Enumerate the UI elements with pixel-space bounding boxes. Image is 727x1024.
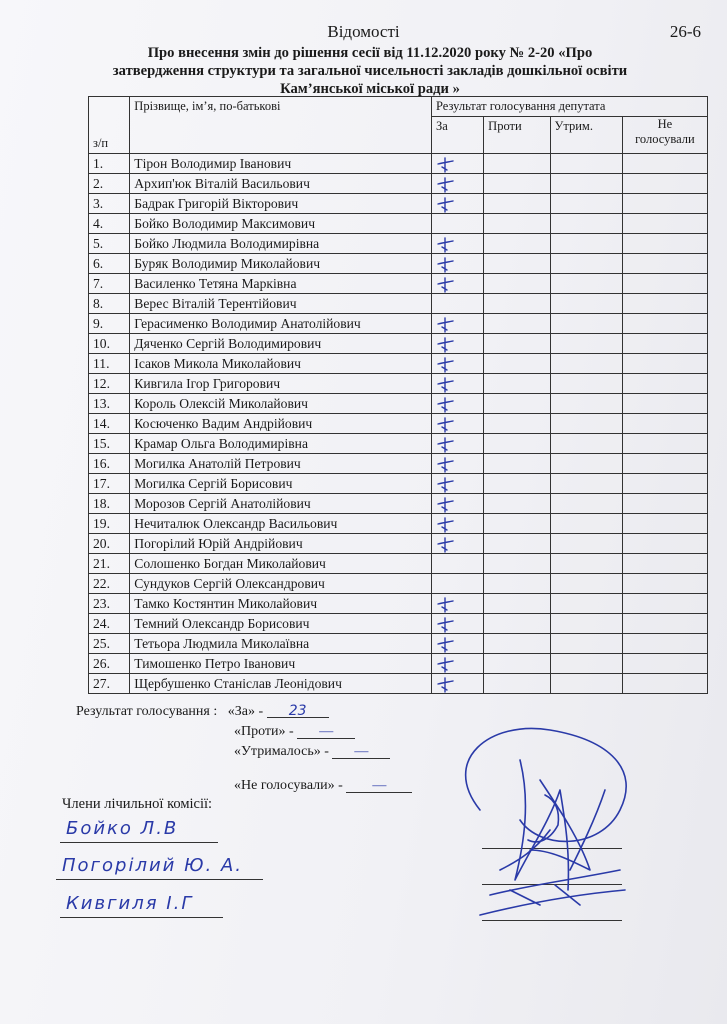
row-ne-cell: [622, 274, 707, 294]
row-ne-cell: [622, 394, 707, 414]
table-row: [89, 154, 708, 174]
row-number: 26.: [89, 654, 130, 674]
row-number: 1.: [89, 154, 130, 174]
row-name: Темний Олександр Борисович: [130, 614, 432, 634]
header-number: з/п: [89, 97, 130, 154]
row-proty-cell: [484, 394, 550, 414]
row-za-cell: [431, 314, 483, 334]
row-za-cell: [431, 194, 483, 214]
row-ne-cell: [622, 674, 707, 694]
table-row: [89, 234, 708, 254]
table-row: [89, 654, 708, 674]
row-number: 15.: [89, 434, 130, 454]
vote-mark-icon: [436, 397, 454, 413]
row-proty-cell: [484, 274, 550, 294]
vote-mark-icon: [436, 517, 454, 533]
result-ne-dash: —: [372, 778, 387, 793]
row-utrym-cell: [550, 234, 622, 254]
row-ne-cell: [622, 214, 707, 234]
row-utrym-cell: [550, 654, 622, 674]
table-row: [89, 494, 708, 514]
row-proty-cell: [484, 254, 550, 274]
row-number: 23.: [89, 594, 130, 614]
row-name: Король Олексій Миколайович: [130, 394, 432, 414]
row-number: 11.: [89, 354, 130, 374]
row-ne-cell: [622, 174, 707, 194]
vote-mark-icon: [436, 157, 454, 173]
row-utrym-cell: [550, 254, 622, 274]
subject-line: Про внесення змін до рішення сесії від 11.12.2020 року № 2-20 «Про: [147, 45, 593, 61]
table-row: [89, 534, 708, 554]
result-ne-label: «Не голосували» -: [234, 778, 343, 793]
row-ne-cell: [622, 474, 707, 494]
table-row: [89, 394, 708, 414]
row-number: 2.: [89, 174, 130, 194]
row-ne-cell: [622, 434, 707, 454]
result-proty-label: «Проти» -: [234, 724, 294, 739]
row-za-cell: [431, 654, 483, 674]
row-proty-cell: [484, 354, 550, 374]
row-number: 27.: [89, 674, 130, 694]
table-row: [89, 474, 708, 494]
row-proty-cell: [484, 314, 550, 334]
result-ne-field: [346, 778, 412, 793]
row-number: 8.: [89, 294, 130, 314]
row-za-cell: [431, 534, 483, 554]
result-utrym-field: [332, 744, 390, 759]
row-name: Тірон Володимир Іванович: [130, 154, 432, 174]
header-utrym: Утрим.: [550, 117, 622, 154]
table-row: [89, 434, 708, 454]
table-row: [89, 594, 708, 614]
row-number: 9.: [89, 314, 130, 334]
row-proty-cell: [484, 494, 550, 514]
row-name: Ісаков Микола Миколайович: [130, 354, 432, 374]
row-ne-cell: [622, 574, 707, 594]
row-proty-cell: [484, 534, 550, 554]
row-proty-cell: [484, 654, 550, 674]
row-number: 13.: [89, 394, 130, 414]
row-za-cell: [431, 494, 483, 514]
table-row: [89, 374, 708, 394]
table-row: [89, 254, 708, 274]
row-name: Тамко Костянтин Миколайович: [130, 594, 432, 614]
row-name: Крамар Ольга Володимирівна: [130, 434, 432, 454]
row-za-cell: [431, 374, 483, 394]
row-number: 16.: [89, 454, 130, 474]
row-utrym-cell: [550, 674, 622, 694]
table-row: [89, 514, 708, 534]
row-utrym-cell: [550, 274, 622, 294]
row-name: Тетьора Людмила Миколаївна: [130, 634, 432, 654]
row-utrym-cell: [550, 594, 622, 614]
row-utrym-cell: [550, 394, 622, 414]
row-name: Верес Віталій Терентійович: [130, 294, 432, 314]
row-proty-cell: [484, 674, 550, 694]
result-za-field: [267, 703, 329, 718]
row-proty-cell: [484, 334, 550, 354]
result-za-value: 23: [288, 703, 307, 719]
row-proty-cell: [484, 194, 550, 214]
row-za-cell: [431, 614, 483, 634]
row-za-cell: [431, 514, 483, 534]
row-proty-cell: [484, 294, 550, 314]
row-name: Василенко Тетяна Марківна: [130, 274, 432, 294]
table-row: [89, 614, 708, 634]
row-utrym-cell: [550, 494, 622, 514]
row-number: 17.: [89, 474, 130, 494]
row-ne-cell: [622, 254, 707, 274]
row-za-cell: [431, 454, 483, 474]
row-name: Солошенко Богдан Миколайович: [130, 554, 432, 574]
row-number: 5.: [89, 234, 130, 254]
vote-mark-icon: [436, 317, 454, 333]
row-za-cell: [431, 634, 483, 654]
row-za-cell: [431, 234, 483, 254]
row-ne-cell: [622, 154, 707, 174]
row-proty-cell: [484, 594, 550, 614]
row-proty-cell: [484, 574, 550, 594]
row-name: Архип'юк Віталій Васильович: [130, 174, 432, 194]
row-ne-cell: [622, 554, 707, 574]
table-row: [89, 634, 708, 654]
row-proty-cell: [484, 514, 550, 534]
row-za-cell: [431, 474, 483, 494]
row-number: 7.: [89, 274, 130, 294]
row-za-cell: [431, 674, 483, 694]
row-za-cell: [431, 154, 483, 174]
row-ne-cell: [622, 194, 707, 214]
row-number: 20.: [89, 534, 130, 554]
row-utrym-cell: [550, 434, 622, 454]
row-proty-cell: [484, 214, 550, 234]
voting-table: [88, 96, 708, 694]
vote-mark-icon: [436, 477, 454, 493]
vote-mark-icon: [436, 657, 454, 673]
header-name: Прізвище, ім’я, по-батькові: [130, 97, 432, 154]
result-utrym-dash: —: [354, 744, 369, 759]
row-za-cell: [431, 594, 483, 614]
row-name: Бойко Людмила Володимирівна: [130, 234, 432, 254]
row-number: 6.: [89, 254, 130, 274]
row-name: Могилка Сергій Борисович: [130, 474, 432, 494]
row-ne-cell: [622, 234, 707, 254]
row-za-cell: [431, 254, 483, 274]
result-za-label: «За» -: [227, 704, 264, 719]
row-utrym-cell: [550, 334, 622, 354]
row-number: 21.: [89, 554, 130, 574]
commission-member: [66, 893, 193, 914]
subject-line: затвердження структури та загальної чисельності закладів дошкільної освіти: [112, 63, 628, 79]
row-utrym-cell: [550, 314, 622, 334]
row-utrym-cell: [550, 514, 622, 534]
vote-mark-icon: [436, 197, 454, 213]
row-za-cell: [431, 394, 483, 414]
vote-mark-icon: [436, 457, 454, 473]
row-ne-cell: [622, 334, 707, 354]
row-za-cell: [431, 174, 483, 194]
table-row: [89, 294, 708, 314]
vote-mark-icon: [436, 417, 454, 433]
row-proty-cell: [484, 414, 550, 434]
row-number: 3.: [89, 194, 130, 214]
document-number: 26-6: [669, 22, 701, 41]
handwritten-signature: [420, 700, 680, 950]
row-za-cell: [431, 414, 483, 434]
row-proty-cell: [484, 374, 550, 394]
vote-mark-icon: [436, 677, 454, 693]
vote-mark-icon: [436, 277, 454, 293]
row-ne-cell: [622, 534, 707, 554]
row-za-cell: [431, 574, 483, 594]
table-row: [89, 194, 708, 214]
vote-mark-icon: [436, 337, 454, 353]
row-name: Дяченко Сергій Володимирович: [130, 334, 432, 354]
vote-mark-icon: [436, 357, 454, 373]
row-ne-cell: [622, 314, 707, 334]
vote-mark-icon: [436, 497, 454, 513]
row-za-cell: [431, 354, 483, 374]
row-proty-cell: [484, 154, 550, 174]
row-name: Могилка Анатолій Петрович: [130, 454, 432, 474]
row-name: Нечиталюк Олександр Васильович: [130, 514, 432, 534]
vote-mark-icon: [436, 257, 454, 273]
row-name: Буряк Володимир Миколайович: [130, 254, 432, 274]
result-utrym-label: «Утрималось» -: [234, 744, 329, 759]
row-ne-cell: [622, 454, 707, 474]
row-za-cell: [431, 334, 483, 354]
row-number: 25.: [89, 634, 130, 654]
row-utrym-cell: [550, 154, 622, 174]
result-proty-dash: —: [319, 724, 334, 739]
vote-mark-icon: [436, 377, 454, 393]
row-ne-cell: [622, 594, 707, 614]
row-ne-cell: [622, 614, 707, 634]
table-row: [89, 554, 708, 574]
row-ne-cell: [622, 494, 707, 514]
result-proty-field: [297, 724, 355, 739]
row-utrym-cell: [550, 474, 622, 494]
row-za-cell: [431, 554, 483, 574]
header-za: За: [431, 117, 483, 154]
commission-label: Члени лічильної комісії:: [62, 796, 213, 812]
row-proty-cell: [484, 474, 550, 494]
commission-member-name: Кивгиля І.Г: [66, 893, 194, 914]
vote-mark-icon: [436, 537, 454, 553]
row-proty-cell: [484, 434, 550, 454]
row-utrym-cell: [550, 414, 622, 434]
row-utrym-cell: [550, 194, 622, 214]
header-vote-result: Результат голосування депутата: [431, 97, 707, 117]
row-number: 10.: [89, 334, 130, 354]
row-number: 19.: [89, 514, 130, 534]
row-utrym-cell: [550, 614, 622, 634]
commission-member-name: Погорілий Ю. А.: [62, 855, 243, 876]
row-utrym-cell: [550, 454, 622, 474]
vote-mark-icon: [436, 637, 454, 653]
row-ne-cell: [622, 634, 707, 654]
row-utrym-cell: [550, 214, 622, 234]
row-za-cell: [431, 434, 483, 454]
commission-member-name: Бойко Л.В: [66, 818, 179, 839]
row-utrym-cell: [550, 374, 622, 394]
row-number: 22.: [89, 574, 130, 594]
row-ne-cell: [622, 514, 707, 534]
table-row: [89, 354, 708, 374]
table-row: [89, 414, 708, 434]
row-ne-cell: [622, 654, 707, 674]
row-utrym-cell: [550, 174, 622, 194]
results-label: Результат голосування :: [76, 704, 218, 719]
row-utrym-cell: [550, 534, 622, 554]
table-row: [89, 454, 708, 474]
row-za-cell: [431, 214, 483, 234]
table-row: [89, 334, 708, 354]
row-name: Сундуков Сергій Олександрович: [130, 574, 432, 594]
vote-mark-icon: [436, 177, 454, 193]
row-name: Герасименко Володимир Анатолійович: [130, 314, 432, 334]
row-number: 18.: [89, 494, 130, 514]
row-number: 24.: [89, 614, 130, 634]
row-ne-cell: [622, 414, 707, 434]
table-row: [89, 274, 708, 294]
row-utrym-cell: [550, 354, 622, 374]
document-title: Відомості: [327, 22, 400, 41]
row-ne-cell: [622, 294, 707, 314]
row-utrym-cell: [550, 634, 622, 654]
table-row: [89, 214, 708, 234]
row-proty-cell: [484, 234, 550, 254]
row-za-cell: [431, 274, 483, 294]
row-proty-cell: [484, 614, 550, 634]
subject-line: Кам’янської міської ради »: [280, 81, 460, 97]
row-number: 14.: [89, 414, 130, 434]
row-name: Бадрак Григорій Вікторович: [130, 194, 432, 214]
row-name: Кивгила Ігор Григорович: [130, 374, 432, 394]
row-number: 4.: [89, 214, 130, 234]
header-ne-golosuvaly: Не голосували: [622, 117, 707, 154]
row-number: 12.: [89, 374, 130, 394]
table-row: [89, 574, 708, 594]
row-name: Тимошенко Петро Іванович: [130, 654, 432, 674]
table-row: [89, 674, 708, 694]
row-proty-cell: [484, 174, 550, 194]
row-proty-cell: [484, 454, 550, 474]
row-utrym-cell: [550, 294, 622, 314]
row-proty-cell: [484, 634, 550, 654]
vote-mark-icon: [436, 597, 454, 613]
vote-mark-icon: [436, 617, 454, 633]
document-subject: [40, 44, 700, 98]
row-name: Бойко Володимир Максимович: [130, 214, 432, 234]
table-row: [89, 314, 708, 334]
commission-member: [62, 855, 243, 876]
header-proty: Проти: [484, 117, 550, 154]
row-name: Щербушенко Станіслав Леонідович: [130, 674, 432, 694]
row-za-cell: [431, 294, 483, 314]
vote-mark-icon: [436, 237, 454, 253]
row-name: Косюченко Вадим Андрійович: [130, 414, 432, 434]
vote-mark-icon: [436, 437, 454, 453]
row-utrym-cell: [550, 574, 622, 594]
row-ne-cell: [622, 354, 707, 374]
commission-member: [66, 818, 178, 839]
row-proty-cell: [484, 554, 550, 574]
row-name: Морозов Сергій Анатолійович: [130, 494, 432, 514]
row-ne-cell: [622, 374, 707, 394]
row-utrym-cell: [550, 554, 622, 574]
table-row: [89, 174, 708, 194]
row-name: Погорілий Юрій Андрійович: [130, 534, 432, 554]
voting-table-body: [89, 154, 708, 694]
